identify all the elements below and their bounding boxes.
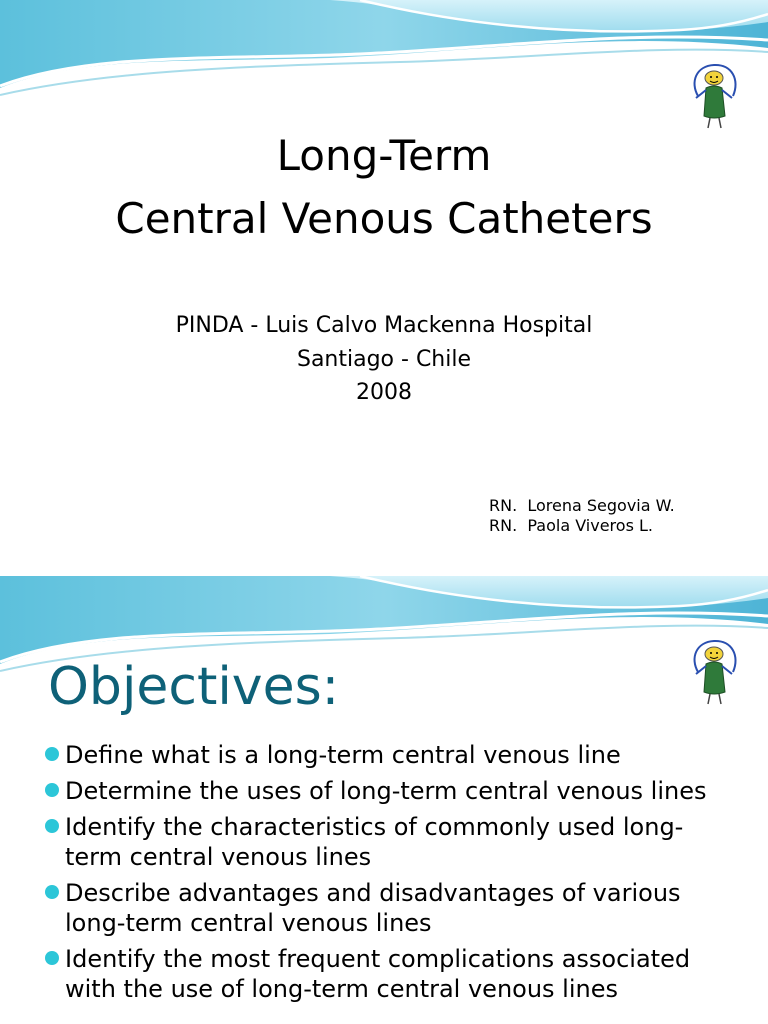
bullet-dot-icon [45, 885, 59, 899]
objectives-heading: Objectives: [48, 657, 340, 717]
subtitle-year: 2008 [356, 380, 412, 405]
bullet-dot-icon [45, 819, 59, 833]
list-item [44, 812, 734, 872]
pinda-mascot-icon [688, 636, 742, 708]
subtitle-location: Santiago - Chile [296, 347, 472, 372]
objectives-list [44, 740, 734, 1010]
bullet-dot-icon [45, 783, 59, 797]
list-item [44, 878, 734, 938]
bullet-dot-icon [45, 747, 59, 761]
author-1: RN. Lorena Segovia W. [489, 496, 675, 515]
list-item [44, 944, 734, 1004]
list-item-text: Define what is a long-term central venous line [65, 741, 621, 769]
list-item [44, 776, 734, 806]
subtitle-organization: PINDA - Luis Calvo Mackenna Hospital [175, 313, 593, 338]
author-2: RN. Paola Viveros L. [489, 516, 653, 535]
list-item-text: Describe advantages and disadvantages of various long-term central venous lines [65, 879, 681, 937]
header-wave-decoration [0, 0, 768, 110]
pinda-mascot-icon [688, 60, 742, 132]
title-line-2: Central Venous Catheters [115, 194, 653, 243]
objectives-slide [0, 576, 768, 1024]
list-item-text: Identify the characteristics of commonly used long-term central venous lines [65, 813, 684, 871]
title-line-1: Long-Term [276, 131, 492, 180]
list-item-text: Determine the uses of long-term central venous lines [65, 777, 707, 805]
list-item-text: Identify the most frequent complications associated with the use of long-term central venous lines [65, 945, 691, 1003]
list-item [44, 740, 734, 770]
bullet-dot-icon [45, 951, 59, 965]
